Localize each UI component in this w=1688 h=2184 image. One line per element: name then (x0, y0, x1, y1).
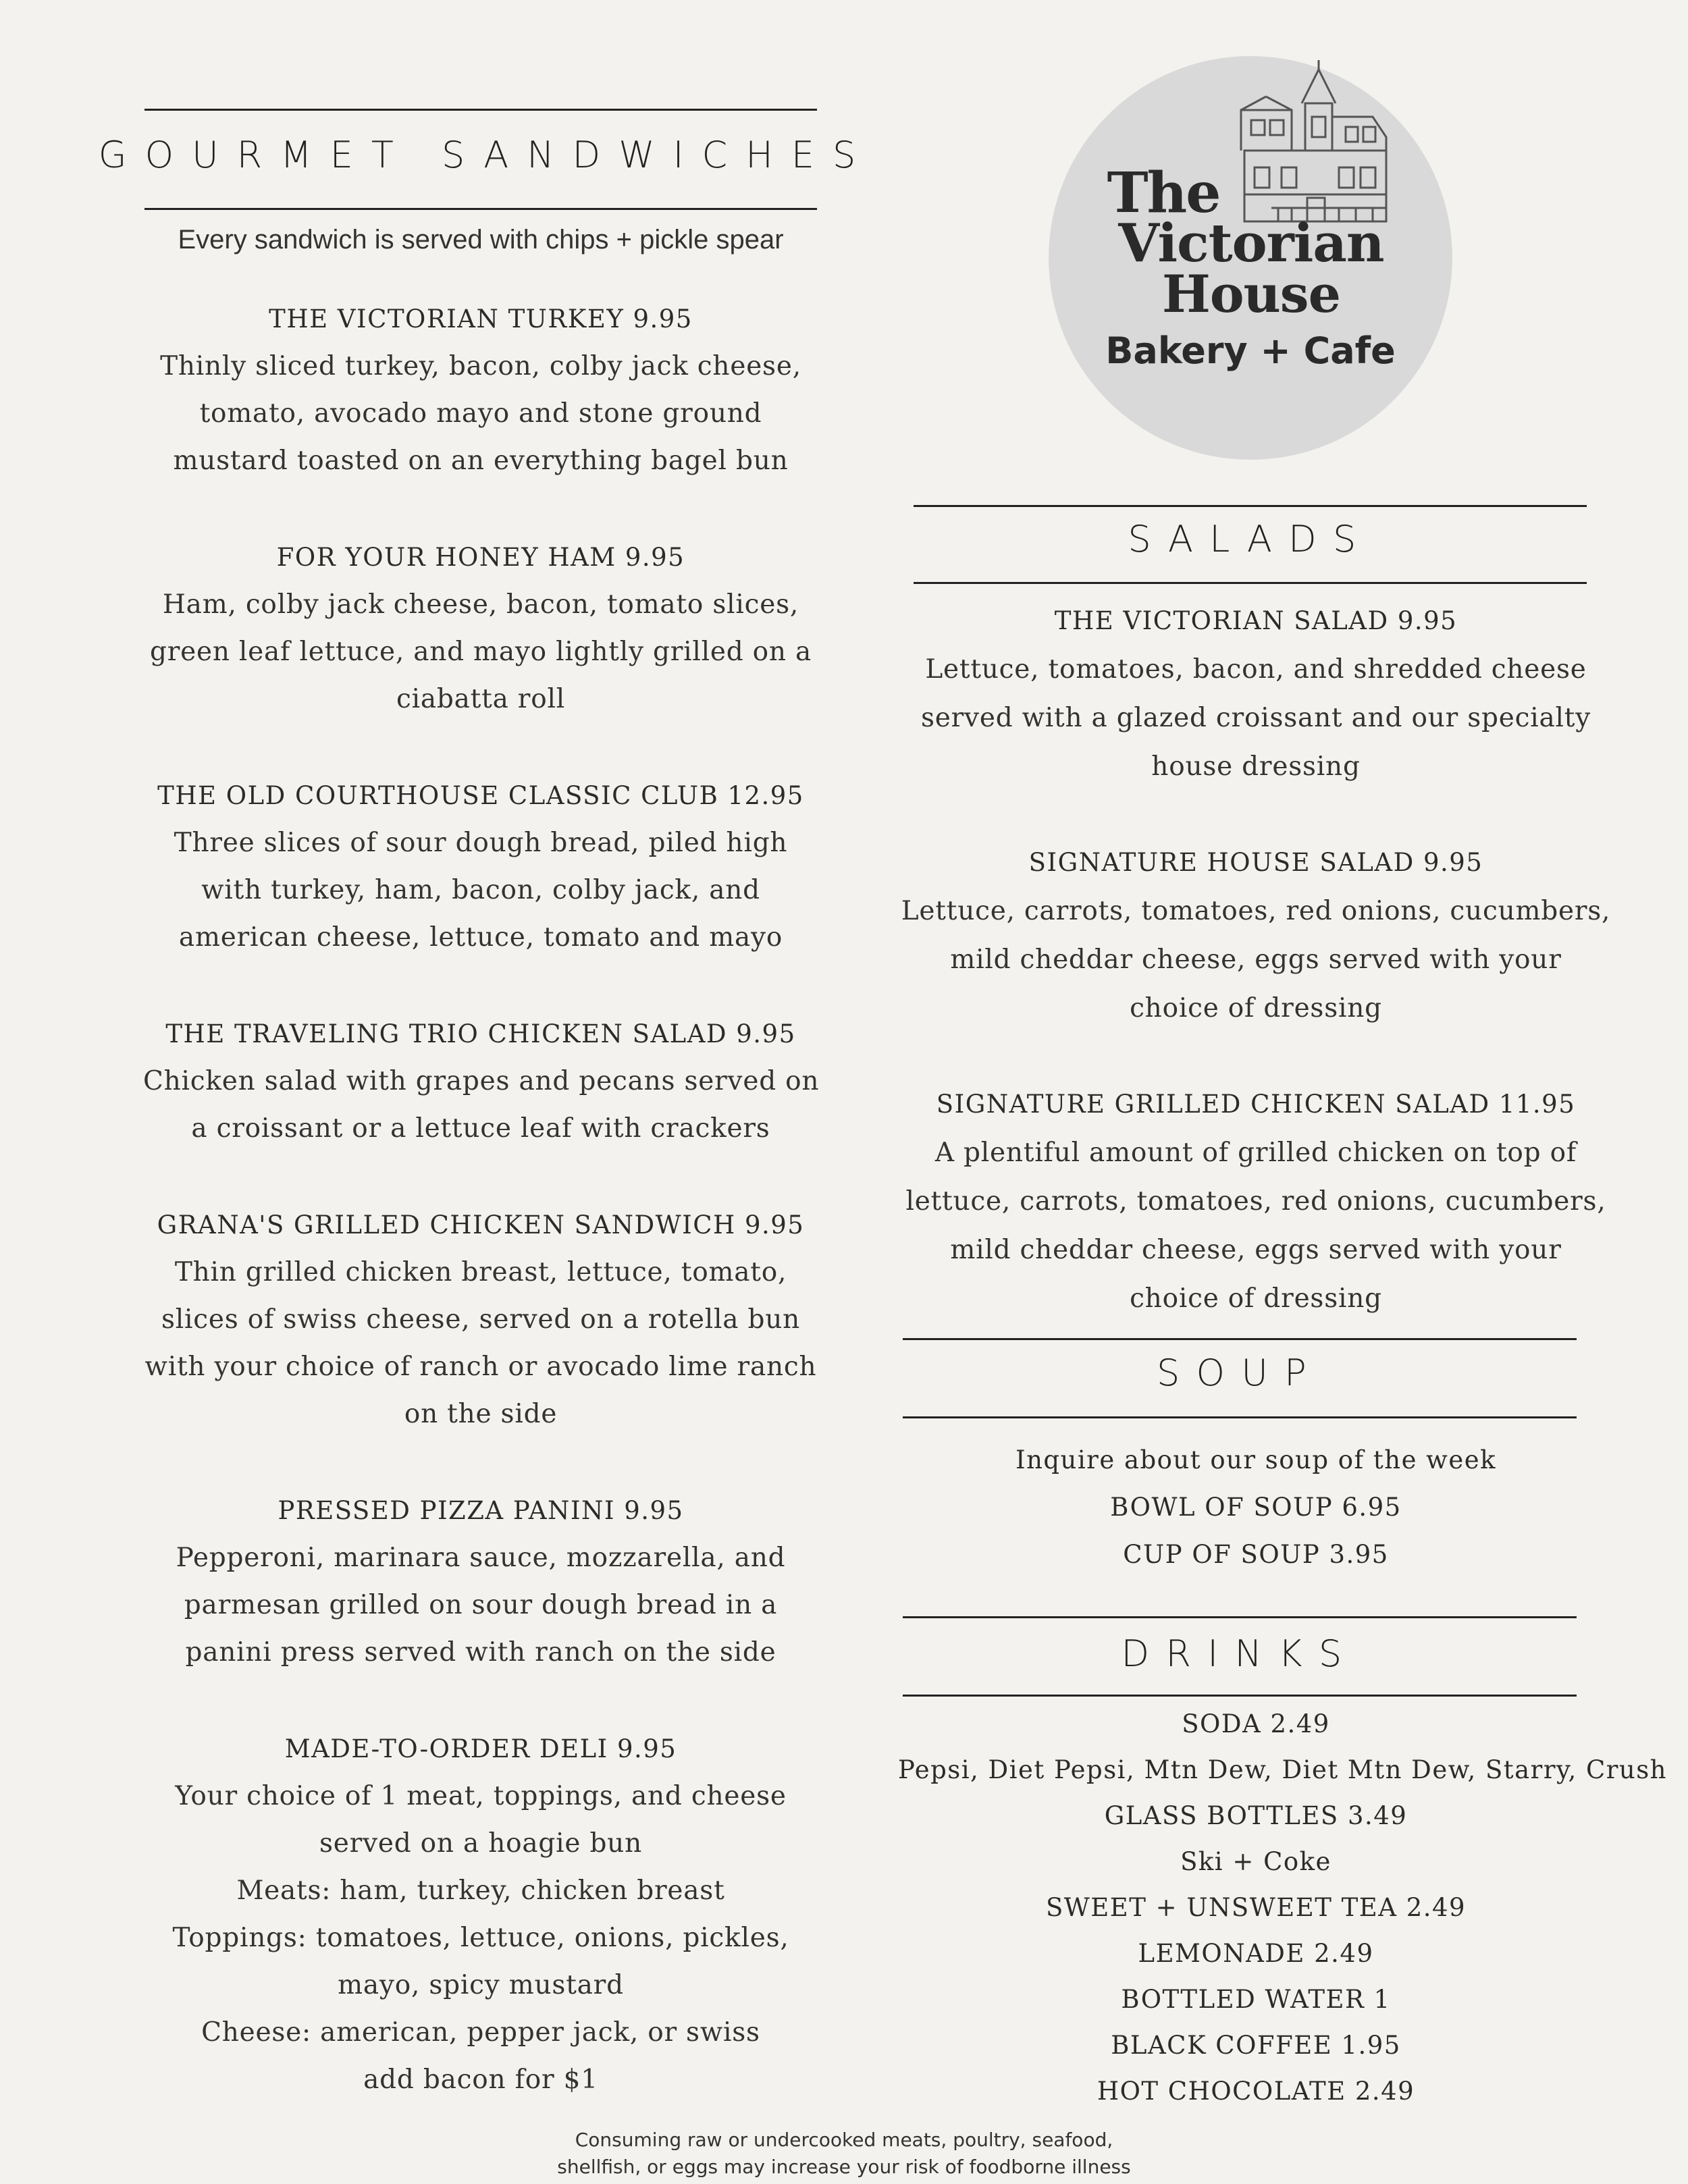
menu-item (143, 534, 818, 723)
menu-item-description: green leaf lettuce, and mayo lightly grilled on a (149, 637, 812, 667)
menu-item-description: ciabatta roll (396, 684, 565, 714)
menu-item-description: Ham, colby jack cheese, bacon, tomato slices, (162, 589, 799, 620)
menu-item-description: mild cheddar cheese, eggs served with your (950, 944, 1562, 975)
menu-item-description: Three slices of sour dough bread, piled high (174, 828, 788, 858)
menu-item-description: Your choice of 1 meat, toppings, and cheese (175, 1781, 787, 1811)
menu-item-description: on the side (404, 1399, 558, 1429)
menu-item-description: served on a hoagie bun (319, 1828, 642, 1859)
soup-line: BOWL OF SOUP 6.95 (1110, 1493, 1402, 1522)
soup-line: Inquire about our soup of the week (1015, 1445, 1496, 1474)
menu-item (143, 1011, 818, 1152)
menu-item-description: Thinly sliced turkey, bacon, colby jack cheese, (160, 351, 801, 381)
sandwiches-heading: GOURMET SANDWICHES (98, 134, 874, 176)
menu-item-description: tomato, avocado mayo and stone ground (199, 398, 762, 429)
drink-line: SWEET + UNSWEET TEA 2.49 (1045, 1893, 1467, 1922)
menu-item-description: house dressing (1151, 751, 1361, 782)
drink-line: Ski + Coke (1180, 1847, 1331, 1876)
menu-item-description: Lettuce, tomatoes, bacon, and shredded cheese (925, 654, 1587, 685)
drink-line: GLASS BOTTLES 3.49 (1104, 1801, 1408, 1830)
menu-item-title: PRESSED PIZZA PANINI 9.95 (278, 1496, 684, 1525)
salads-heading: SALADS (1128, 518, 1373, 560)
menu-item-description: Chicken salad with grapes and pecans served on (143, 1066, 820, 1096)
menu-item-description: with your choice of ranch or avocado lime ranch (144, 1352, 817, 1382)
menu-item-description: Thin grilled chicken breast, lettuce, tomato, (174, 1257, 787, 1287)
logo (1049, 56, 1452, 460)
menu-item-description: parmesan grilled on sour dough bread in a (184, 1590, 778, 1620)
menu-item-description: A plentiful amount of grilled chicken on top of (934, 1138, 1577, 1168)
drinks-heading: DRINKS (1121, 1632, 1359, 1675)
menu-item-title: GRANA'S GRILLED CHICKEN SANDWICH 9.95 (157, 1210, 805, 1240)
drink-line: SODA 2.49 (1182, 1709, 1330, 1738)
menu-item-description: Cheese: american, pepper jack, or swiss (201, 2017, 760, 2048)
menu-item-description: Meats: ham, turkey, chicken breast (236, 1875, 725, 1906)
soup-section (898, 1437, 1614, 1578)
disclaimer-line: shellfish, or eggs may increase your risk of foodborne illness (557, 2156, 1131, 2178)
soup-bottom-rule (903, 1416, 1577, 1418)
menu-item-description: slices of swiss cheese, served on a rotella bun (161, 1304, 801, 1335)
menu-item (143, 1726, 818, 2104)
menu-item-title: THE OLD COURTHOUSE CLASSIC CLUB 12.95 (157, 781, 804, 810)
menu-item-description: mayo, spicy mustard (338, 1970, 624, 2000)
menu-item (143, 772, 818, 961)
logo-word-the: The (1107, 161, 1220, 225)
menu-item-title: MADE-TO-ORDER DELI 9.95 (284, 1734, 677, 1763)
drinks-bottom-rule (903, 1695, 1577, 1697)
soup-line: CUP OF SOUP 3.95 (1123, 1540, 1389, 1569)
drink-line: Pepsi, Diet Pepsi, Mtn Dew, Diet Mtn Dew, Starry, Crush (898, 1755, 1667, 1784)
disclaimer-line: Consuming raw or undercooked meats, poultry, seafood, (575, 2129, 1113, 2151)
salads-bottom-rule (914, 582, 1587, 584)
menu-item-description: mild cheddar cheese, eggs served with your (950, 1235, 1562, 1265)
menu-item-description: with turkey, ham, bacon, colby jack, and (201, 875, 760, 905)
menu-item-description: served with a glazed croissant and our specialty (920, 703, 1591, 733)
logo-subtitle: Bakery + Cafe (1105, 329, 1396, 372)
soup-top-rule (903, 1338, 1577, 1340)
drinks-section (898, 1701, 1667, 2114)
menu-item (898, 1080, 1614, 1323)
menu-item (898, 597, 1614, 791)
menu-item-description: american cheese, lettuce, tomato and mayo (178, 922, 783, 953)
drink-line: BLACK COFFEE 1.95 (1111, 2031, 1401, 2060)
menu-item (143, 1487, 818, 1676)
menu-item-title: THE VICTORIAN SALAD 9.95 (1054, 606, 1458, 635)
soup-heading: SOUP (1156, 1352, 1323, 1394)
drink-line: LEMONADE 2.49 (1138, 1939, 1374, 1968)
salads-top-rule (914, 505, 1587, 507)
menu-item (143, 296, 818, 485)
logo-word-house: House (1162, 264, 1340, 324)
drink-line: BOTTLED WATER 1 (1121, 1985, 1391, 2014)
logo-word-victorian: Victorian (1118, 213, 1384, 274)
menu-item-description: add bacon for $1 (363, 2065, 598, 2095)
drink-line: HOT CHOCOLATE 2.49 (1097, 2077, 1415, 2106)
menu-item-description: lettuce, carrots, tomatoes, red onions, cucumbers, (905, 1186, 1606, 1217)
sandwiches-subtitle: Every sandwich is served with chips + pickle spear (178, 225, 784, 255)
menu-item-description: Lettuce, carrots, tomatoes, red onions, cucumbers, (901, 896, 1611, 926)
menu-item-description: choice of dressing (1130, 1283, 1382, 1314)
drinks-top-rule (903, 1616, 1577, 1618)
menu-item (898, 838, 1614, 1033)
menu-item-description: a croissant or a lettuce leaf with crackers (191, 1113, 770, 1144)
menu-item-description: mustard toasted on an everything bagel bun (173, 446, 789, 476)
menu-item-title: FOR YOUR HONEY HAM 9.95 (276, 543, 685, 572)
menu-item (143, 1202, 818, 1438)
menu-item-title: THE TRAVELING TRIO CHICKEN SALAD 9.95 (165, 1019, 796, 1048)
sandwiches-bottom-rule (144, 208, 817, 210)
menu-item-description: panini press served with ranch on the side (185, 1637, 776, 1668)
menu-item-description: Pepperoni, marinara sauce, mozzarella, and (176, 1543, 786, 1573)
health-disclaimer (473, 2127, 1215, 2181)
menu-item-title: SIGNATURE HOUSE SALAD 9.95 (1028, 848, 1483, 877)
menu-item-description: choice of dressing (1130, 993, 1382, 1023)
sandwiches-top-rule (144, 109, 817, 111)
menu-item-description: Toppings: tomatoes, lettuce, onions, pickles, (172, 1923, 789, 1953)
menu-item-title: THE VICTORIAN TURKEY 9.95 (269, 304, 693, 334)
menu-item-title: SIGNATURE GRILLED CHICKEN SALAD 11.95 (936, 1090, 1576, 1119)
